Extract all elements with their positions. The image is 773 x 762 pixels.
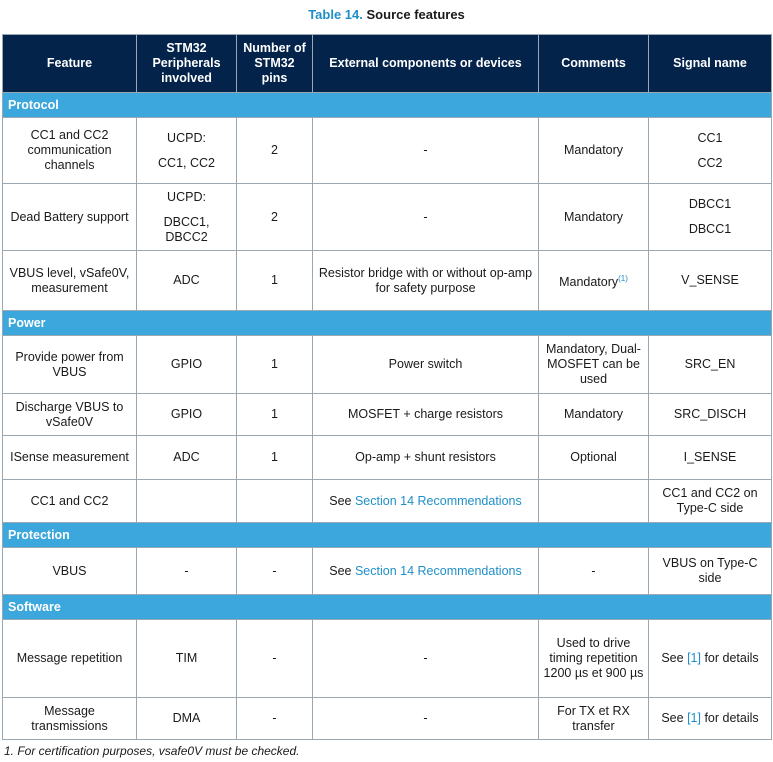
table-header-row [3,35,772,93]
header-external: External components or devices [313,35,539,93]
table-row [3,184,772,251]
peripherals-cell: - [137,548,237,595]
table-footnote: 1. For certification purposes, vsafe0V must be checked. [4,744,300,758]
pins-cell: 2 [237,184,313,251]
table-row [3,251,772,311]
source-features-table [2,34,772,740]
feature-cell: VBUS [3,548,137,595]
signal-line: CC2 [697,155,723,170]
pins-cell: - [237,548,313,595]
pins-cell: 1 [237,394,313,436]
comments-cell: Used to drive timing repetition 1200 µs et 900 µs [539,620,649,698]
peripherals-cell [137,184,237,251]
feature-cell: Provide power from VBUS [3,336,137,394]
signal-cell: VBUS on Type-C side [649,548,772,595]
peripherals-line: UCPD: [167,130,206,145]
signal-cell [649,184,772,251]
comments-cell: - [539,548,649,595]
feature-cell: Dead Battery support [3,184,137,251]
signal-cell: CC1 and CC2 on Type-C side [649,480,772,523]
section-link[interactable]: Section 14 Recommendations [354,563,522,578]
pins-cell: - [237,698,313,740]
signal-cell: SRC_EN [649,336,772,394]
table-row [3,548,772,595]
pins-cell: - [237,620,313,698]
table-row [3,336,772,394]
pins-cell: 1 [237,336,313,394]
section-label: Software [3,595,772,620]
peripherals-cell: ADC [137,436,237,480]
header-pins: Number of STM32 pins [237,35,313,93]
see-text: See [661,651,688,665]
signal-line: CC1 [697,130,723,145]
pins-cell [237,480,313,523]
comments-cell: Mandatory, Dual-MOSFET can be used [539,336,649,394]
section-row-software [3,595,772,620]
comments-cell: For TX et RX transfer [539,698,649,740]
header-signal: Signal name [649,35,772,93]
section-label: Protocol [3,93,772,118]
pins-cell: 2 [237,118,313,184]
section-row-power [3,311,772,336]
comments-text: Mandatory [559,275,619,290]
details-text: for details [700,711,759,725]
peripherals-cell: ADC [137,251,237,311]
feature-cell: CC1 and CC2 communication channels [3,118,137,184]
table-row [3,698,772,740]
peripherals-line: UCPD: [167,189,206,204]
header-peripherals: STM32 Peripherals involved [137,35,237,93]
peripherals-line: CC1, CC2 [158,155,215,170]
signal-cell [649,118,772,184]
peripherals-line: DBCC1, DBCC2 [163,214,210,244]
signal-line: DBCC1 [688,197,732,211]
feature-cell: Message repetition [3,620,137,698]
section-row-protection [3,523,772,548]
header-feature: Feature [3,35,137,93]
external-cell: Op-amp + shunt resistors [313,436,539,480]
comments-cell: Mandatory [539,184,649,251]
comments-cell: Optional [539,436,649,480]
signal-cell [649,620,772,698]
feature-cell: Message transmissions [3,698,137,740]
pins-cell: 1 [237,436,313,480]
external-cell: Power switch [313,336,539,394]
feature-cell: Discharge VBUS to vSafe0V [3,394,137,436]
signal-line: DBCC1 [688,222,732,236]
table-number: Table 14. [308,7,363,22]
signal-cell: V_SENSE [649,251,772,311]
reference-link[interactable]: [1] [687,651,701,665]
table-row [3,620,772,698]
section-link[interactable]: Section 14 Recommendations [354,493,522,508]
signal-cell: I_SENSE [649,436,772,480]
see-text: See [329,493,355,508]
details-text: for details [700,651,759,665]
feature-cell: ISense measurement [3,436,137,480]
table-row [3,394,772,436]
peripherals-cell: TIM [137,620,237,698]
feature-cell: VBUS level, vSafe0V, measurement [3,251,137,311]
table-caption [0,2,773,28]
header-comments: Comments [539,35,649,93]
comments-cell [539,251,649,311]
table-row [3,436,772,480]
external-cell [313,480,539,523]
external-cell: - [313,184,539,251]
section-label: Power [3,311,772,336]
peripherals-cell: GPIO [137,336,237,394]
table-row [3,118,772,184]
feature-cell: CC1 and CC2 [3,480,137,523]
peripherals-cell [137,480,237,523]
section-row-protocol [3,93,772,118]
peripherals-cell [137,118,237,184]
external-cell: - [313,118,539,184]
signal-cell: SRC_DISCH [649,394,772,436]
section-label: Protection [3,523,772,548]
see-text: See [661,711,688,725]
external-cell: - [313,698,539,740]
reference-link[interactable]: [1] [687,711,701,725]
comments-cell: Mandatory [539,394,649,436]
signal-cell [649,698,772,740]
peripherals-cell: DMA [137,698,237,740]
comments-cell: Mandatory [539,118,649,184]
external-cell: MOSFET + charge resistors [313,394,539,436]
external-cell [313,548,539,595]
footnote-ref[interactable]: (1) [618,273,628,283]
external-cell: - [313,620,539,698]
pins-cell: 1 [237,251,313,311]
peripherals-cell: GPIO [137,394,237,436]
comments-cell [539,480,649,523]
see-text: See [329,563,355,578]
table-row [3,480,772,523]
table-title: Source features [366,7,465,22]
external-cell: Resistor bridge with or without op-amp for safety purpose [313,251,539,311]
